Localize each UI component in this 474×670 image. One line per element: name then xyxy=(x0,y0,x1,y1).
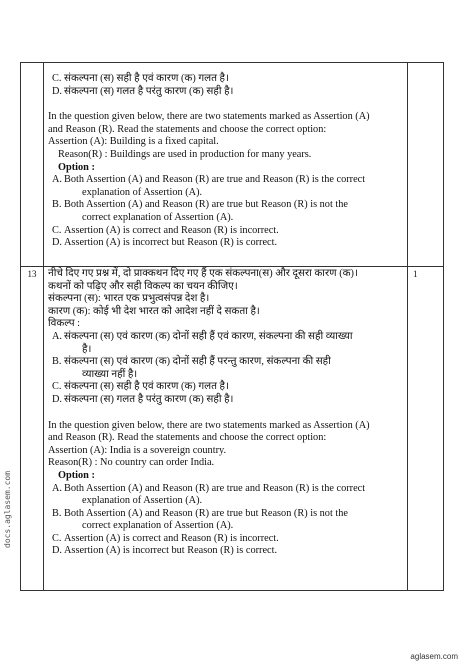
question-12-content xyxy=(48,73,404,250)
option-b-cont: correct explanation of Assertion (A). xyxy=(82,211,234,223)
option-b-cont: correct explanation of Assertion (A). xyxy=(82,520,234,532)
option-b: B. Both Assertion (A) and Reason (R) are true but Reason (R) is not the xyxy=(52,507,348,519)
question-number: 13 xyxy=(27,269,37,279)
option-c: C. Assertion (A) is correct and Reason (R) is incorrect. xyxy=(52,532,279,544)
column-divider-number xyxy=(43,63,44,590)
hindi-option-d: D. संकल्पना (स) गलत है परंतु कारण (क) सही है। xyxy=(52,85,234,97)
option-a: A. Both Assertion (A) and Reason (R) are true and Reason (R) is the correct xyxy=(52,482,366,494)
assertion-text: Assertion (A): India is a sovereign country. xyxy=(48,444,227,456)
hindi-reason: कारण (क): कोई भी देश भारत को आदेश नहीं दे सकता है। xyxy=(48,305,260,317)
question-13-content xyxy=(48,268,404,558)
row-divider xyxy=(21,266,443,267)
hindi-option-d: D. संकल्पना (स) गलत है परंतु कारण (क) सही है। xyxy=(52,393,234,405)
reason-text: Reason(R) : Buildings are used in production for many years. xyxy=(58,148,312,160)
column-divider-marks xyxy=(407,63,408,590)
option-b: B. Both Assertion (A) and Reason (R) are true but Reason (R) is not the xyxy=(52,199,348,211)
hindi-assertion: संकल्पना (स): भारत एक प्रभुत्वसंपन्न देश है। xyxy=(48,293,210,305)
question-marks: 1 xyxy=(413,269,418,279)
intro-text: In the question given below, there are two statements marked as Assertion (A) xyxy=(48,111,370,123)
hindi-intro-cont: कथनों को पढ़िए और सही विकल्प का चयन कीजिए। xyxy=(48,280,238,292)
assertion-text: Assertion (A): Building is a fixed capital. xyxy=(48,136,219,148)
hindi-option-b: B. संकल्पना (स) एवं कारण (क) दोनों सही हैं परन्तु कारण, संकल्पना की सही xyxy=(52,356,331,368)
option-a: A. Both Assertion (A) and Reason (R) are true and Reason (R) is the correct xyxy=(52,174,366,186)
hindi-option-b-cont: व्याख्या नहीं है। xyxy=(82,368,138,380)
hindi-intro: नीचे दिए गए प्रश्न में, दो प्राक्कथन दिए गए हैं एक संकल्पना(स) और दूसरा कारण (क)। xyxy=(48,268,358,279)
option-a-cont: explanation of Assertion (A). xyxy=(82,186,203,198)
hindi-option-heading: विकल्प : xyxy=(48,318,81,330)
option-d: D. Assertion (A) is incorrect but Reason (R) is correct. xyxy=(52,545,278,557)
question-table xyxy=(20,62,444,591)
hindi-option-a: A. संकल्पना (स) एवं कारण (क) दोनों सही हैं एवं कारण, संकल्पना की सही व्याख्या xyxy=(52,330,353,342)
intro-text: In the question given below, there are two statements marked as Assertion (A) xyxy=(48,419,370,431)
reason-text: Reason(R) : No country can order India. xyxy=(48,457,215,469)
option-c: C. Assertion (A) is correct and Reason (R) is incorrect. xyxy=(52,224,279,236)
intro-text-cont: and Reason (R). Read the statements and choose the correct option: xyxy=(48,123,327,135)
option-a-cont: explanation of Assertion (A). xyxy=(82,495,203,507)
option-heading: Option : xyxy=(58,469,95,481)
option-heading: Option : xyxy=(58,161,95,173)
footer-site-label[interactable]: aglasem.com xyxy=(410,652,458,661)
watermark-text: docs.aglasem.com xyxy=(3,470,12,548)
intro-text-cont: and Reason (R). Read the statements and choose the correct option: xyxy=(48,432,327,444)
hindi-option-c: C. संकल्पना (स) सही है एवं कारण (क) गलत है। xyxy=(52,381,229,393)
hindi-option-c: C. संकल्पना (स) सही है एवं कारण (क) गलत है। xyxy=(52,73,229,84)
option-d: D. Assertion (A) is incorrect but Reason (R) is correct. xyxy=(52,237,278,249)
hindi-option-a-cont: है। xyxy=(82,343,92,355)
